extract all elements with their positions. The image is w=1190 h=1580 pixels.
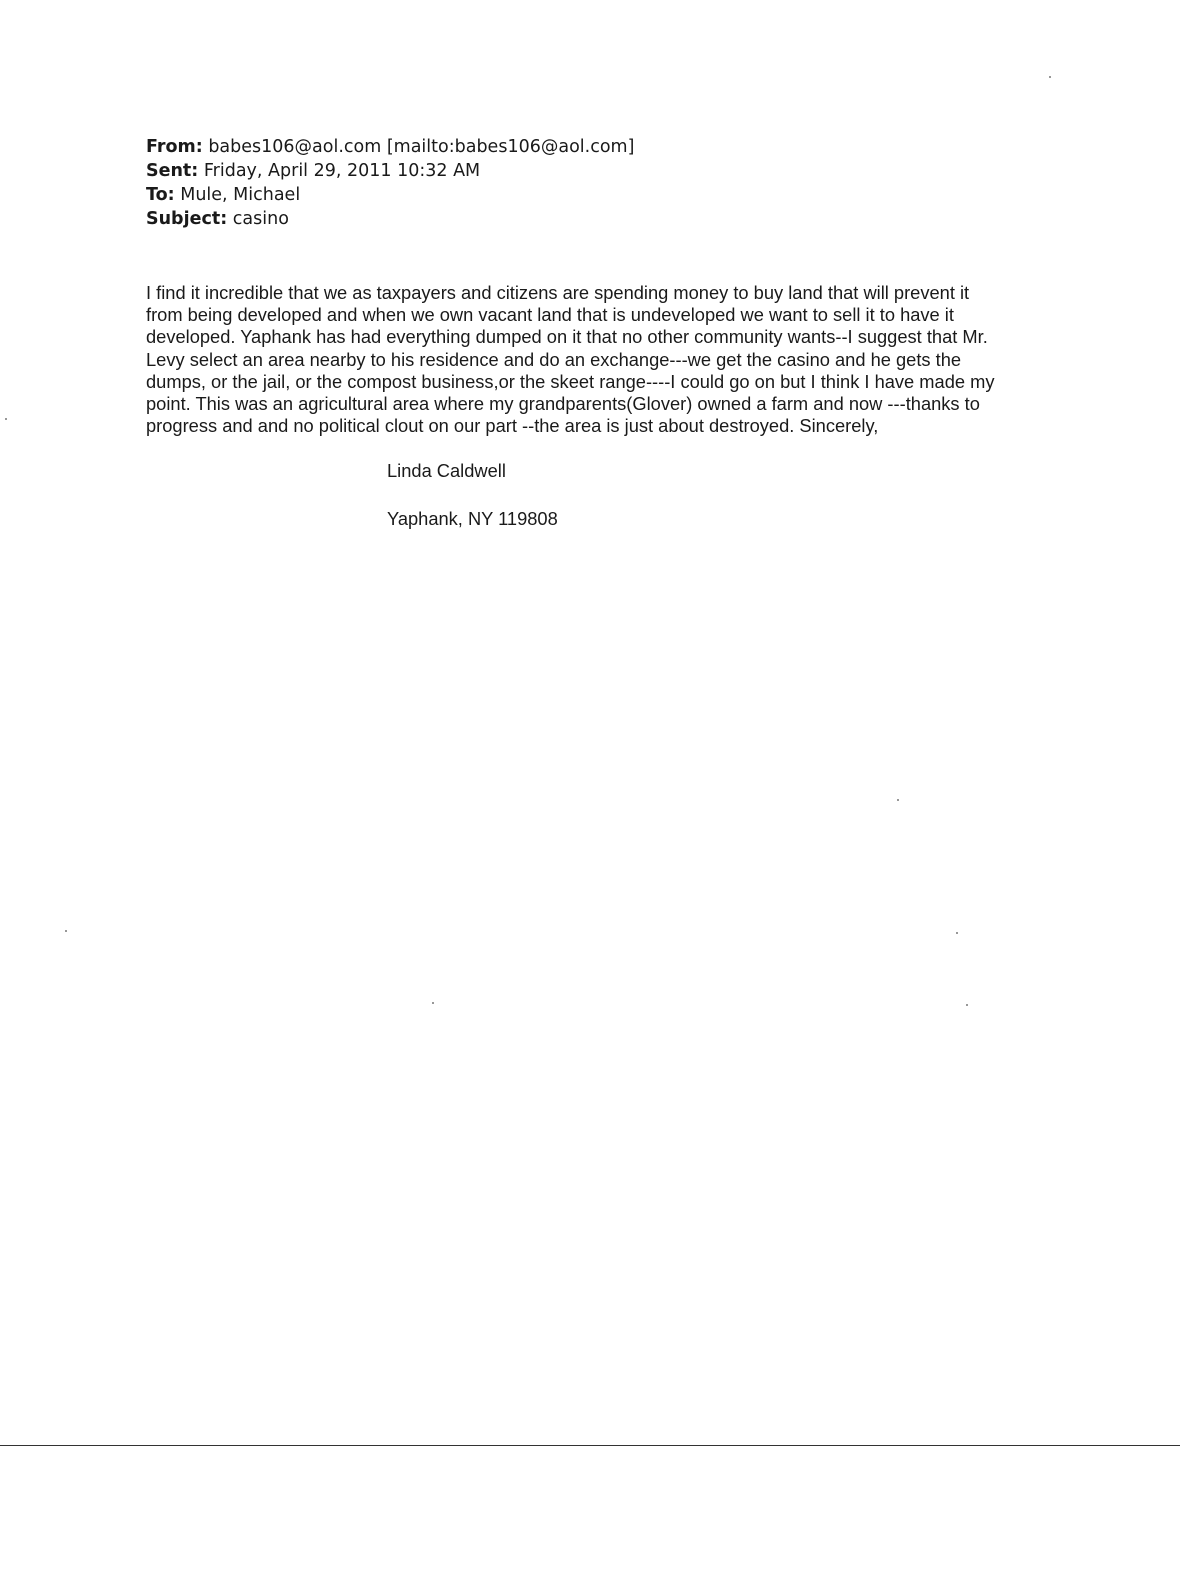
scan-speck (432, 1002, 434, 1004)
signature-name: Linda Caldwell (387, 460, 506, 481)
scan-speck (65, 930, 67, 932)
page-bottom-rule (0, 1445, 1180, 1446)
sent-label: Sent: (146, 161, 199, 181)
scan-speck (897, 799, 899, 801)
subject-label: Subject: (146, 209, 228, 229)
scan-speck (966, 1004, 968, 1006)
to-value: Mule, Michael (180, 185, 301, 205)
scan-speck (5, 418, 7, 420)
scan-speck (1049, 76, 1051, 78)
scan-speck (956, 932, 958, 934)
from-line (146, 135, 634, 159)
to-label: To: (146, 185, 175, 205)
sent-line (146, 159, 634, 183)
subject-line (146, 207, 634, 231)
to-line (146, 183, 634, 207)
sent-value: Friday, April 29, 2011 10:32 AM (203, 161, 481, 181)
from-label: From: (146, 137, 203, 157)
email-header (146, 135, 634, 231)
from-value: babes106@aol.com [mailto:babes106@aol.com] (208, 137, 635, 157)
email-body: I find it incredible that we as taxpayers and citizens are spending money to buy land that will prevent it from being developed and when we own vacant land that is undeveloped we want to sell it to have it developed. Yaphank has had everything dumped on it that no other community wants--I suggest that Mr. Levy select an area nearby to his residence and do an exchange---we get the casino and he gets the dumps, or the jail, or the compost business,or the skeet range----I could go on but I think I have made my point. This was an agricultural area where my grandparents(Glover) owned a farm and now ---thanks to progress and and no political clout on our part --the area is just about destroyed. Sincerely, (146, 282, 995, 437)
subject-value: casino (232, 209, 289, 229)
signature-address: Yaphank, NY 119808 (387, 508, 558, 529)
